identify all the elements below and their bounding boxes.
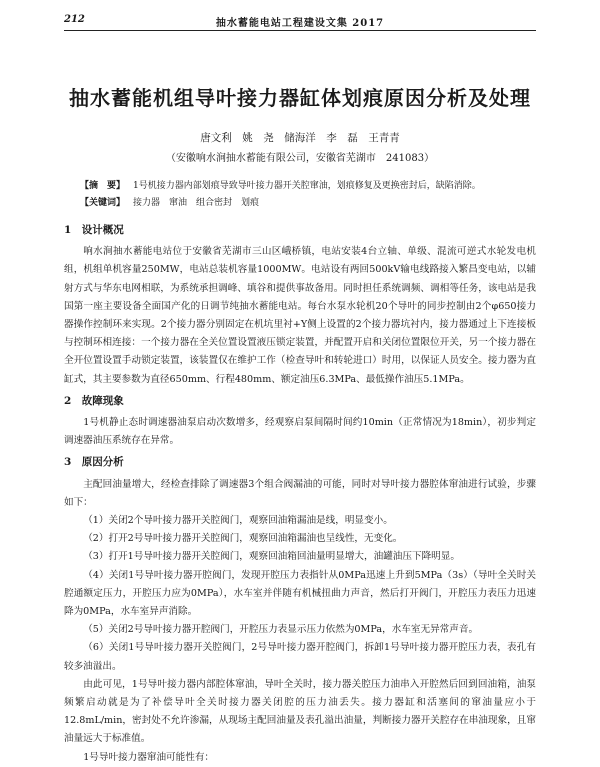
- section-heading: 2 故障现象: [64, 394, 124, 407]
- journal-name: 抽水蓄能电站工程建设文集 2017: [215, 18, 385, 29]
- page-number: 212: [64, 14, 85, 25]
- section-paragraph: 1号导叶接力器窜油可能性有：: [83, 751, 215, 763]
- section-paragraph: 由此可见，1号导叶接力器内部腔体窜油，导叶全关时，接力器关腔压力油串入开腔然后回到回油箱，油泵频繁启动就是为了补偿导叶全关时接力器关闭腔的压力油丢失。接力器缸和活塞间的窜油量应小于12.8mL/min，密封处不允许渗漏，从现场主配回油量及表孔溢出油量，判断接力器开关腔存在串油现象，且窜油量远大于标准值。: [64, 678, 536, 745]
- list-item: （5）关闭2号导叶接力器开腔阀门，开腔压力表显示压力依然为0MPa，水车室无异常声音。: [83, 624, 479, 636]
- section-heading: 1 设计概况: [64, 224, 124, 236]
- keywords-label: 【关键词】: [80, 198, 126, 208]
- section-paragraph: 响水涧抽水蓄能电站位于安徽省芜湖市三山区峨桥镇，电站安装4台立轴、单级、混流可逆式水轮发电机组，机组单机容量250MW，电站总装机容量1000MW。电站设有两回500kV输电线路接入繁昌变电站，以辅射方式与华东电网相联，为系统承担调峰、填谷和提供事故备用。同时担任系统调频、调相等任务，该电站是我国第一座主要设备全面国产化的日调节纯抽水蓄能电站。每台水泵水轮机20个导叶的同步控制由2个φ650接力器操作控制环来实现。2个接力器分别固定在机坑里衬+Y侧上设置的2个接力器坑衬内，接力器通过上下连接板与控制环相连接：一个接力器在全关位置设置液压锁定装置，并配置开启和关闭位置限位开关，另一个接力器在全开位置设置手动锁定装置，该装置仅在维护工作（检查导叶和转轮进口）时用，以保证人员安全。接力器为直缸式，其主要参数为直径650mm、行程480mm、额定油压6.3MPa、最低操作油压5.1MPa。: [64, 246, 536, 385]
- list-item: （6）关闭1号导叶接力器开关腔阀门，2号导叶接力器开腔阀门，拆卸1号导叶接力器开腔压力表，表孔有较多油溢出。: [64, 642, 536, 672]
- paper-authors: 唐文利 姚 尧 储海洋 李 磊 王青青: [200, 132, 400, 144]
- paper-body: [64, 218, 536, 767]
- section-heading: 3 原因分析: [64, 456, 124, 469]
- list-item: （3）打开1号导叶接力器开关腔阀门，观察回油箱回油量明显增大，油罐油压下降明显。: [83, 551, 460, 563]
- abstract-block: [80, 178, 530, 212]
- keywords-line: [80, 195, 530, 212]
- section-paragraph: 1号机静止态时调速器油泵启动次数增多，经观察启泵间隔时间约10min（正常情况为18min），初步判定调速器油压系统存在异常。: [64, 417, 536, 447]
- running-head: [64, 14, 536, 31]
- abstract-text: 1号机接力器内部划痕导致导叶接力器开关腔窜油，划痕修复及更换密封后，缺陷消除。: [133, 181, 481, 191]
- list-item: （1）关闭2个导叶接力器开关腔阀门，观察回油箱漏油是线，明显变小。: [83, 515, 393, 527]
- paper-affiliation: （安徽响水涧抽水蓄能有限公司，安徽省芜湖市 241083）: [165, 153, 435, 164]
- abstract-label: 【摘 要】: [80, 181, 126, 191]
- keywords-text: 接力器 窜油 组合密封 划痕: [133, 198, 260, 208]
- paper-title: 抽水蓄能机组导叶接力器缸体划痕原因分析及处理: [69, 86, 531, 110]
- list-item: （2）打开2号导叶接力器开关腔阀门，观察回油箱漏油也呈线性，无变化。: [83, 533, 403, 545]
- section-intro: 主配回油量增大，经检查排除了调速器3个组合阀漏油的可能，同时对导叶接力器腔体窜油进行试验，步骤如下：: [64, 478, 536, 508]
- abstract-line: [80, 178, 530, 195]
- list-item: （4）关闭1号导叶接力器开腔阀门，发现开腔压力表指针从0MPa迅速上升到5MPa（3s）（导叶全关时关腔通额定压力，开腔压力应为0MPa），水车室并伴随有机械扭曲力声音，然后打开阀门，开腔压力表压力迅速降为0MPa，水车室异声消除。: [64, 569, 536, 618]
